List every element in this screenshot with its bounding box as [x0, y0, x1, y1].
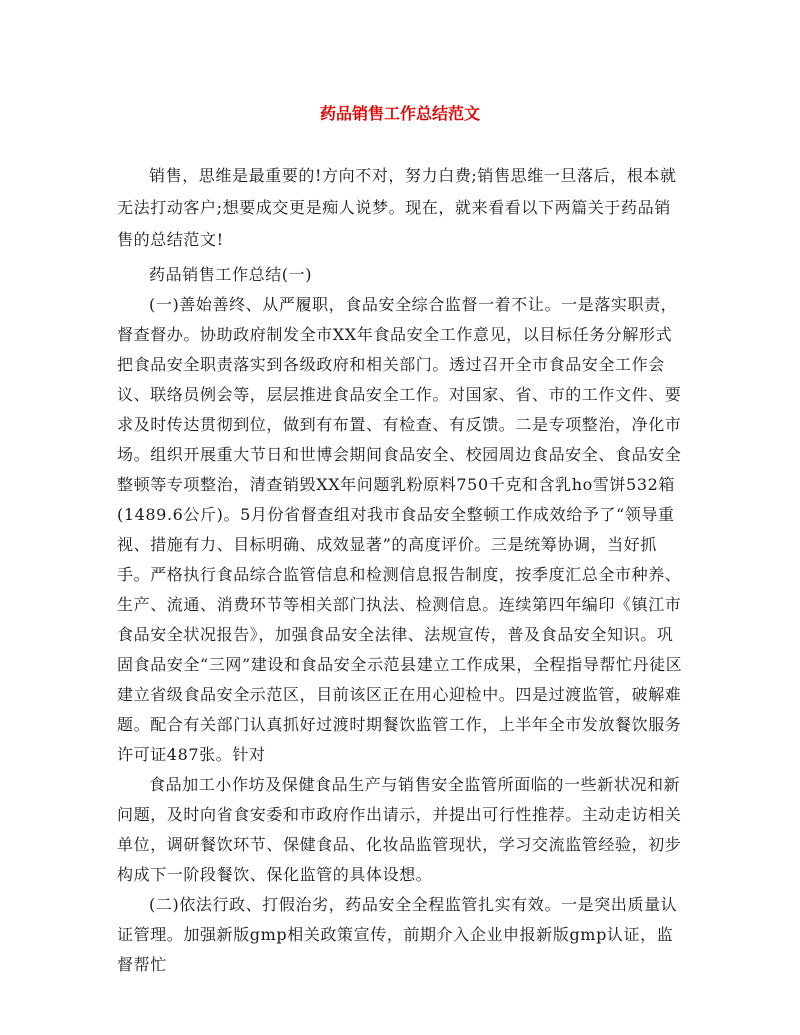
body-paragraph: (二)依法行政、打假治劣，药品安全全程监管扎实有效。一是突出质量认证管理。加强新版gmp相关政策宣传，前期介入企业申报新版gmp认证，监督帮忙: [117, 895, 678, 974]
document-body: [117, 160, 683, 980]
body-paragraph: 食品加工小作坊及保健食品生产与销售安全监管所面临的一些新状况和新问题，及时向省食安委和市政府作出请示，并提出可行性推荐。主动走访相关单位，调研餐饮环节、保健食品、化妆品监管现状，学习交流监管经验，初步构成下一阶段餐饮、保化监管的具体设想。: [117, 775, 682, 884]
section-heading: 药品销售工作总结(一): [149, 265, 313, 284]
body-paragraph: (一)善始善终、从严履职，食品安全综合监督一着不让。一是落实职责，督查督办。协助政府制发全市XX年食品安全工作意见，以目标任务分解形式把食品安全职责落实到各级政府和相关部门。透过召开全市食品安全工作会议、联络员例会等，层层推进食品安全工作。对国家、省、市的工作文件、要求及时传达贯彻到位，做到有布置、有检查、有反馈。二是专项整治，净化市场。组织开展重大节日和世博会期间食品安全、校园周边食品安全、食品安全整顿等专项整治，清查销毁XX年问题乳粉原料750千克和含乳ho雪饼532箱(1489.6公斤)。5月份省督查组对我市食品安全整顿工作成效给予了“领导重视、措施有力、目标明确、成效显著”的高度评价。三是统筹协调，当好抓手。严格执行食品综合监管信息和检测信息报告制度，按季度汇总全市种养、生产、流通、消费环节等相关部门执法、检测信息。连续第四年编印《镇江市食品安全状况报告》，加强食品安全法律、法规宣传，普及食品安全知识。巩固食品安全“三网”建设和食品安全示范县建立工作成果，全程指导帮忙丹徒区建立省级食品安全示范区，目前该区正在用心迎检中。四是过渡监管，破解难题。配合有关部门认真抓好过渡时期餐饮监管工作，上半年全市发放餐饮服务许可证487张。针对: [117, 295, 683, 764]
document-title: 药品销售工作总结范文: [319, 104, 480, 123]
intro-paragraph: 销售，思维是最重要的!方向不对，努力白费;销售思维一旦落后，根本就无法打动客户;想要成交更是痴人说梦。现在，就来看看以下两篇关于药品销售的总结范文!: [117, 166, 677, 249]
